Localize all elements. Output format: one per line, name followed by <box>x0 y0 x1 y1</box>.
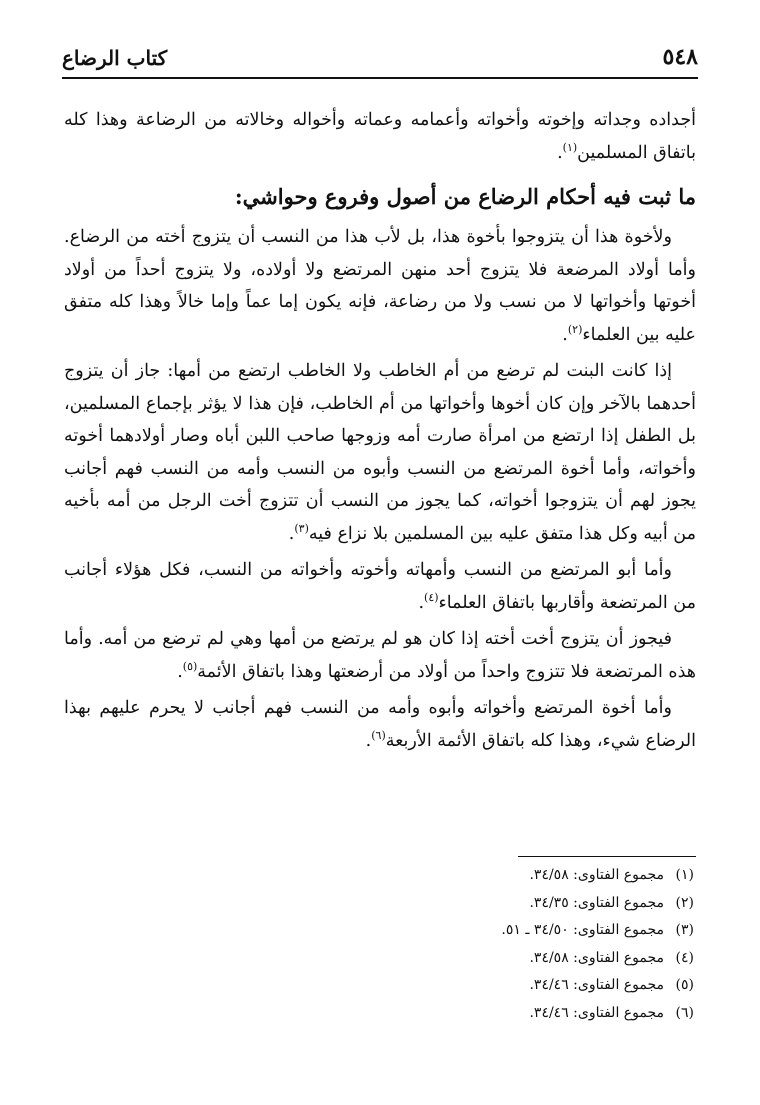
footnote-number: (٥) <box>675 977 694 993</box>
footnote-number: (٤) <box>675 949 694 966</box>
footnote-ref[interactable]: (٤) <box>424 590 439 604</box>
footnote-number: (٣) <box>675 922 694 938</box>
running-title: كتاب الرضاع <box>62 46 168 70</box>
footnote-ref[interactable]: (٢) <box>567 322 583 336</box>
footnote-item <box>294 945 694 973</box>
footnotes <box>294 862 694 1027</box>
paragraph-end: . <box>177 661 183 682</box>
paragraph-end: . <box>418 592 425 613</box>
paragraph <box>64 623 696 688</box>
paragraph-end: . <box>562 324 568 345</box>
paragraph <box>64 692 696 757</box>
footnote-item <box>294 862 694 890</box>
footnote-number: (٢) <box>675 894 694 911</box>
paragraph-text: أجداده وجداته وإخوته وأخواته وأعمامه وعماته وأخواله وخالاته من الرضاعة وهذا كله باتفاق المسلمين <box>64 110 696 163</box>
paragraph-end: . <box>365 730 372 751</box>
paragraph <box>64 355 696 550</box>
paragraph-text: وأما أخوة المرتضع وأخواته وأبوه وأمه من النسب فهم أجانب لا يحرم عليهم بهذا الرضاع شيء، وهذا كله باتفاق الأئمة الأربعة <box>64 698 696 751</box>
paragraph-text: وأما أبو المرتضع من النسب وأمهاته وأخوته وأخواته من النسب، فكل هؤلاء أجانب من المرتضعة وأقاربها باتفاق العلماء <box>64 560 696 613</box>
page-header <box>62 38 698 78</box>
paragraph-text: إذا كانت البنت لم ترضع من أم الخاطب ولا الخاطب ارتضع من أمها: جاز أن يتزوج أحدهما بالآخر وإن كان أخوها وأخواتها من أم الخاطب، فإن هذا لا يؤثر بإجماع المسلمين، بل الطفل إذا ارتضع من امرأة صارت أمه وزوجها صاحب اللبن أباه وصار أولادهما أخوته وأخواته، وأما أخوة المرتضع من النسب وأبوه من النسب وأمه من النسب فهم أجانب يجوز لهم أن يتزوجوا أخواته، كما يجوز من النسب أن تتزوج أخت الرجل من أمه بأخيه من أبيه وكل هذا متفق عليه بين المسلمين بلا نزاع فيه <box>64 361 696 544</box>
footnote-text: مجموع الفتاوى: ٣٤/٤٦. <box>529 1004 664 1021</box>
section-heading: ما ثبت فيه أحكام الرضاع من أصول وفروع وحواشي: <box>234 184 696 209</box>
paragraph <box>64 104 696 169</box>
footnote-item <box>294 1000 694 1028</box>
footnote-item <box>294 972 694 1000</box>
footnote-text: مجموع الفتاوى: ٣٤/٥٨. <box>529 867 664 883</box>
footnote-ref[interactable]: (٣) <box>294 521 309 535</box>
header-divider <box>62 77 698 79</box>
footnote-text: مجموع الفتاوى: ٣٤/٥٠ ـ ٥١. <box>501 922 664 938</box>
footnote-text: مجموع الفتاوى: ٣٤/٥٨. <box>529 949 664 966</box>
footnote-number: (٦) <box>675 1004 694 1021</box>
footnote-text: مجموع الفتاوى: ٣٤/٣٥. <box>529 894 664 911</box>
footnote-text: مجموع الفتاوى: ٣٤/٤٦. <box>529 977 664 993</box>
footnote-number: (١) <box>675 867 694 883</box>
paragraph <box>64 221 696 351</box>
paragraph-end: . <box>288 523 295 544</box>
footnote-item <box>294 917 694 945</box>
paragraph-text: فيجوز أن يتزوج أخت أخته إذا كان هو لم يرتضع من أمها وهي لم ترضع من أمه. وأما هذه المرتضعة فلا تتزوج واحداً من أولاد من أرضعتها وهذا باتفاق الأئمة <box>64 629 696 682</box>
page-number: ٥٤٨ <box>662 44 698 70</box>
paragraph-text: ولأخوة هذا أن يتزوجوا بأخوة هذا، بل لأب هذا من النسب أن يتزوج أخته من الرضاع. وأما أولاد المرضعة فلا يتزوج أحد منهن المرتضع ولا أولاده، ولا يتزوج أحداً من أولاد أخوتها وأخواتها لا من نسب ولا من رضاعة، فإنه يكون إما عماً وإما خالاً وهذا كله متفق عليه بين العلماء <box>64 227 696 345</box>
paragraph-end: . <box>557 142 563 163</box>
footnote-ref[interactable]: (١) <box>562 140 578 154</box>
paragraph <box>64 554 696 619</box>
footnote-ref[interactable]: (٥) <box>182 659 198 673</box>
footnote-divider <box>518 856 696 857</box>
page-body <box>64 104 696 761</box>
footnote-item <box>294 890 694 918</box>
footnote-ref[interactable]: (٦) <box>371 728 386 742</box>
